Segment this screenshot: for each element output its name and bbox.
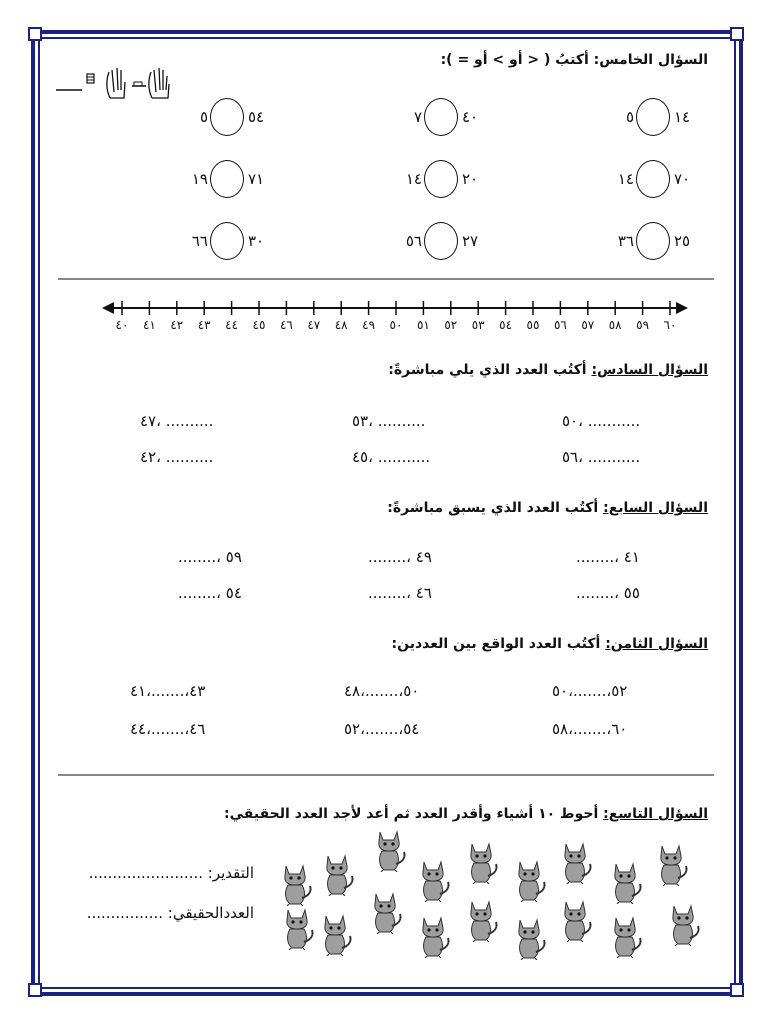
number-line-label: ٤٨: [334, 318, 348, 332]
compare-left-number: ٦٦: [191, 232, 208, 250]
q6-answer-item[interactable]: ٤٥، ...........: [352, 448, 431, 466]
cat-icon: [510, 858, 548, 902]
compare-right-number: ٢٧: [462, 232, 479, 250]
number-line-label: ٥٤: [499, 318, 513, 332]
compare-item: [594, 98, 714, 138]
hand-icon: [54, 62, 184, 102]
number-line-label: ٤٠: [115, 318, 129, 332]
compare-item: [168, 160, 288, 200]
number-line: [100, 296, 690, 336]
number-line-labels: [100, 318, 690, 334]
compare-left-number: ٥: [625, 108, 634, 126]
section-divider: [58, 774, 714, 776]
number-line-label: ٥٥: [526, 318, 540, 332]
cat-icon: [556, 898, 594, 942]
border-corner: [28, 983, 42, 997]
cat-icon: [276, 862, 314, 906]
cat-icon: [652, 842, 690, 886]
cat-icon: [606, 914, 644, 958]
border-corner: [730, 27, 744, 41]
compare-right-number: ٣٠: [248, 232, 265, 250]
cat-icon: [510, 916, 548, 960]
number-line-label: ٤٥: [252, 318, 266, 332]
compare-item: [594, 160, 714, 200]
compare-item: [168, 98, 288, 138]
q8-answer-item[interactable]: ٥٠،.......،٤٨: [344, 682, 420, 700]
compare-answer-circle[interactable]: [424, 160, 458, 198]
compare-left-number: ٥٦: [405, 232, 422, 250]
number-line-label: ٤٣: [197, 318, 211, 332]
number-line-label: ٤٧: [307, 318, 321, 332]
q8-answer-item[interactable]: ٥٢،.......،٥٠: [552, 682, 628, 700]
q7-title: السؤال السابع: أكتُب العدد الذي يسبق مباشرةً:: [387, 500, 708, 516]
actual-count-field[interactable]: العددالحقيقي: ................: [86, 904, 254, 922]
q8-answer-item[interactable]: ٦٠،.......،٥٨: [552, 720, 628, 738]
compare-answer-circle[interactable]: [210, 222, 244, 260]
number-line-label: ٥٠: [389, 318, 403, 332]
number-line-label: ٥٦: [553, 318, 567, 332]
compare-answer-circle[interactable]: [210, 160, 244, 198]
compare-answer-circle[interactable]: [424, 222, 458, 260]
compare-right-number: ٥٤: [248, 108, 265, 126]
q8-answer-item[interactable]: ٥٤،.......،٥٢: [344, 720, 420, 738]
compare-left-number: ١٩: [191, 170, 208, 188]
border-corner: [28, 27, 42, 41]
number-line-label: ٥٨: [608, 318, 622, 332]
cat-icon: [462, 898, 500, 942]
border-corner: [730, 983, 744, 997]
q8-answer-item[interactable]: ٤٣،.......،٤١: [130, 682, 206, 700]
compare-item: [594, 222, 714, 262]
cat-icon: [606, 860, 644, 904]
cat-icon: [316, 912, 354, 956]
compare-right-number: ٢٠: [462, 170, 479, 188]
compare-answer-circle[interactable]: [636, 222, 670, 260]
q6-answer-item[interactable]: ٥٠، ...........: [562, 412, 641, 430]
compare-left-number: ١٤: [405, 170, 422, 188]
number-line-label: ٤٢: [170, 318, 184, 332]
compare-item: [382, 222, 502, 262]
hands-hint: [54, 62, 184, 102]
compare-left-number: ٧: [413, 108, 422, 126]
compare-left-number: ١٤: [617, 170, 634, 188]
cat-icon: [664, 902, 702, 946]
number-line-label: ٥٣: [471, 318, 485, 332]
cat-icon: [370, 828, 408, 872]
number-line-label: ٤١: [142, 318, 156, 332]
cat-icon: [318, 852, 356, 896]
q5-title: السؤال الخامس: أكتبُ ( < أو > أو = ):: [440, 52, 708, 68]
number-line-label: ٤٩: [362, 318, 376, 332]
compare-right-number: ٢٥: [674, 232, 691, 250]
compare-answer-circle[interactable]: [210, 98, 244, 136]
q8-title: السؤال الثامن: أكتُب العدد الواقع بين العددين:: [391, 636, 708, 652]
q7-answer-item[interactable]: ........، ٤٩: [368, 548, 432, 566]
q9-title: السؤال التاسع: أحوط ١٠ أشياء وأقدر العدد ثم أعد لأجد العدد الحقيقي:: [224, 806, 708, 822]
compare-right-number: ٧١: [248, 170, 265, 188]
number-line-label: ٥٧: [581, 318, 595, 332]
compare-right-number: ٧٠: [674, 170, 691, 188]
estimate-field[interactable]: التقدير: ........................: [88, 864, 254, 882]
compare-item: [382, 160, 502, 200]
compare-answer-circle[interactable]: [424, 98, 458, 136]
q6-answer-item[interactable]: ٥٦، ...........: [562, 448, 641, 466]
cat-icon: [278, 906, 316, 950]
cat-icon: [462, 840, 500, 884]
number-line-label: ٥٢: [444, 318, 458, 332]
number-line-label: ٤٤: [225, 318, 239, 332]
cat-icon: [556, 840, 594, 884]
q7-answer-item[interactable]: ........، ٥٩: [178, 548, 242, 566]
q6-title: السؤال السادس: أكتُب العدد الذي يلي مباشرةً:: [388, 362, 708, 378]
q6-answer-item[interactable]: ٤٧، ..........: [140, 412, 214, 430]
number-line-label: ٥٩: [636, 318, 650, 332]
compare-right-number: ٤٠: [462, 108, 479, 126]
number-line-label: ٥١: [416, 318, 430, 332]
cat-icon: [414, 858, 452, 902]
compare-item: [168, 222, 288, 262]
number-line-label: ٤٦: [279, 318, 293, 332]
compare-answer-circle[interactable]: [636, 160, 670, 198]
number-line-label: ٦٠: [663, 318, 677, 332]
q6-answer-item[interactable]: ٥٣، ..........: [352, 412, 426, 430]
q6-answer-item[interactable]: ٤٢، ..........: [140, 448, 214, 466]
q7-answer-item[interactable]: ........، ٤٦: [368, 584, 432, 602]
q7-answer-item[interactable]: ........، ٥٥: [576, 584, 640, 602]
compare-left-number: ٣٦: [617, 232, 634, 250]
cat-icon: [366, 890, 404, 934]
compare-right-number: ١٤: [674, 108, 691, 126]
q7-answer-item[interactable]: ........، ٥٤: [178, 584, 242, 602]
compare-item: [382, 98, 502, 138]
cat-icon: [414, 914, 452, 958]
compare-answer-circle[interactable]: [636, 98, 670, 136]
q7-answer-item[interactable]: ........، ٤١: [576, 548, 640, 566]
number-line-axis: [100, 296, 690, 320]
section-divider: [58, 278, 714, 280]
compare-left-number: ٥: [199, 108, 208, 126]
q8-answer-item[interactable]: ٤٦،.......،٤٤: [130, 720, 206, 738]
